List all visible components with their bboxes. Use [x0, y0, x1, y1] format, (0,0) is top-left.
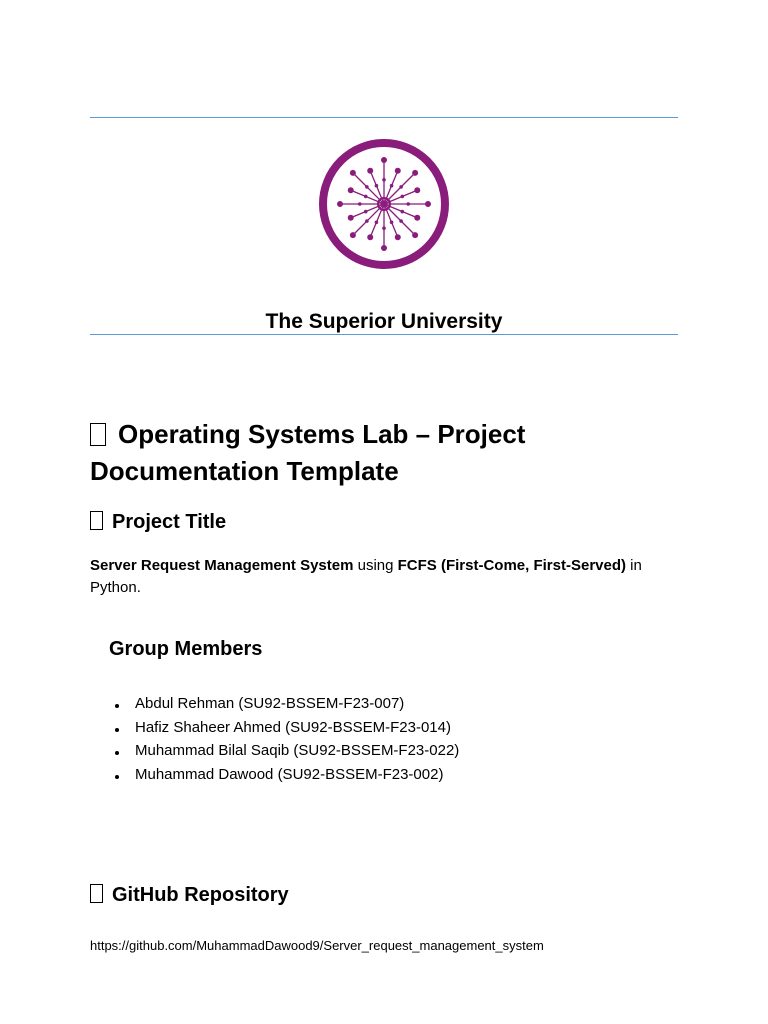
document-heading-text: Operating Systems Lab – Project Documentation Template [90, 419, 526, 486]
missing-glyph-icon [90, 511, 103, 530]
project-title-paragraph [90, 555, 680, 599]
list-item: Hafiz Shaheer Ahmed (SU92-BSSEM-F23-014) [90, 716, 590, 740]
algorithm-name: FCFS (First-Come, First-Served) [397, 557, 627, 574]
project-name: Server Request Management System [90, 557, 354, 574]
university-name: The Superior University [265, 310, 503, 333]
github-link[interactable]: https://github.com/MuhammadDawood9/Server_request_management_system [90, 938, 544, 953]
paragraph-text: using [353, 557, 398, 574]
missing-glyph-icon [90, 423, 106, 446]
top-rule [90, 117, 678, 118]
github-heading [90, 882, 289, 908]
project-title-heading [90, 509, 226, 535]
missing-glyph-icon [90, 884, 103, 903]
document-heading [90, 416, 690, 490]
project-title-heading-text: Project Title [112, 511, 227, 533]
github-heading-text: GitHub Repository [112, 884, 289, 906]
list-item: Muhammad Dawood (SU92-BSSEM-F23-002) [90, 763, 590, 787]
university-logo [318, 137, 450, 273]
bottom-rule [90, 334, 678, 335]
list-item: Muhammad Bilal Saqib (SU92-BSSEM-F23-022) [90, 739, 590, 763]
list-item: Abdul Rehman (SU92-BSSEM-F23-007) [90, 692, 590, 716]
members-list [90, 692, 590, 786]
group-members-heading: Group Members [109, 638, 263, 660]
paragraph-text: in Python. [90, 557, 642, 596]
